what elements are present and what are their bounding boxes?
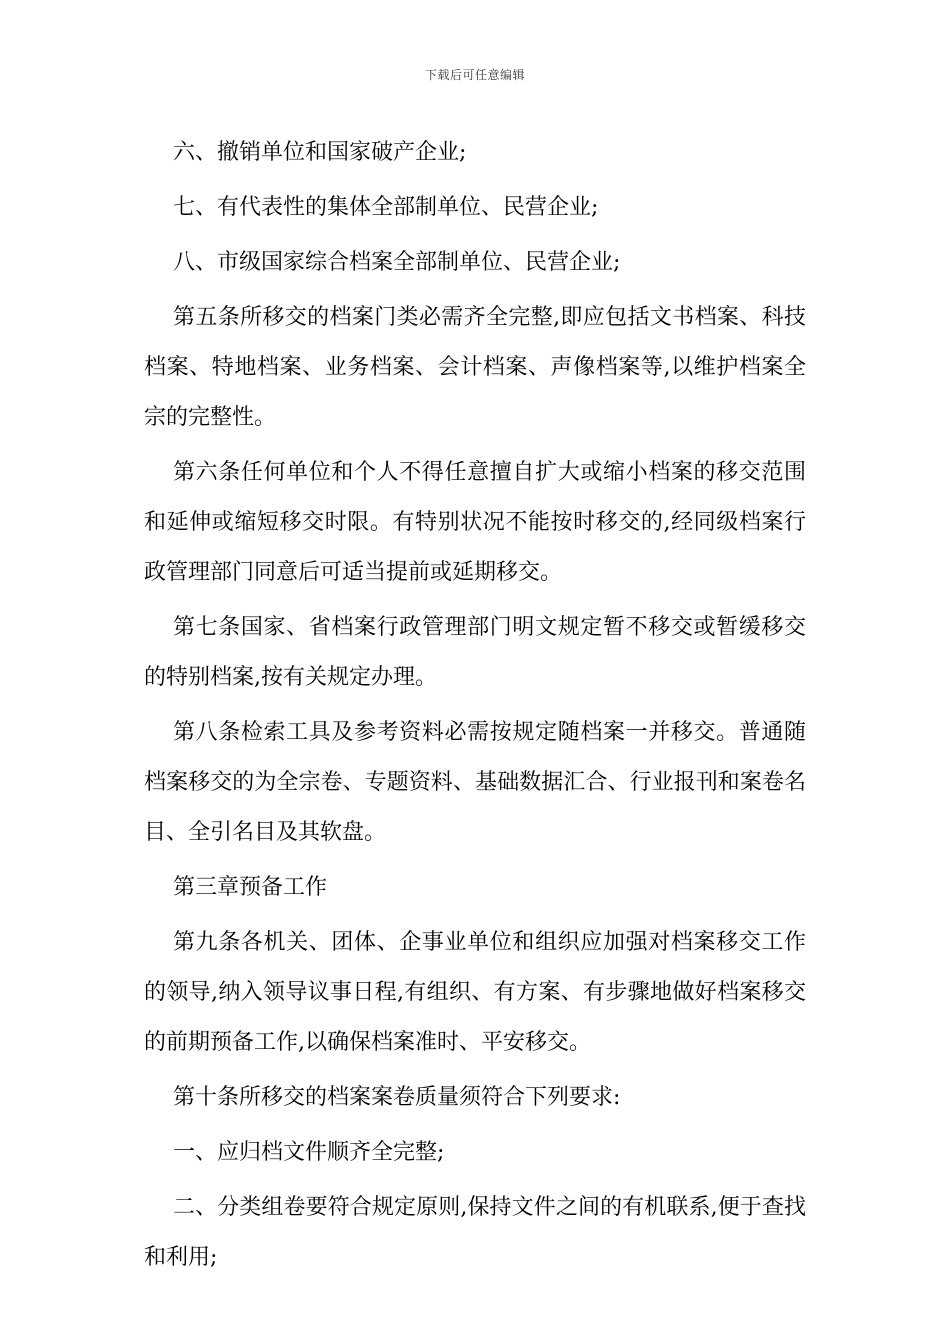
paragraph-item-6: 六、撤销单位和国家破产企业; — [173, 140, 467, 165]
paragraph-article-9: 第九条各机关、团体、企事业单位和组织应加强对档案移交工作的领导,纳入领导议事日程,有组织、有方案、有步骤地做好档案移交的前期预备工作,以确保档案准时、平安移交。 — [144, 930, 806, 1055]
page-header-note: 下载后可任意编辑 — [424, 68, 525, 82]
paragraph-article-5: 第五条所移交的档案门类必需齐全完整,即应包括文书档案、科技档案、特地档案、业务档案、会计档案、声像档案等,以维护档案全宗的完整性。 — [144, 305, 806, 430]
paragraph-item-1: 一、应归档文件顺齐全完整; — [173, 1140, 445, 1165]
paragraph-article-7: 第七条国家、省档案行政管理部门明文规定暂不移交或暂缓移交的特别档案,按有关规定办理。 — [144, 615, 806, 690]
paragraph-item-7: 七、有代表性的集体全部制单位、民营企业; — [173, 195, 599, 220]
paragraph-article-6: 第六条任何单位和个人不得任意擅自扩大或缩小档案的移交范围和延伸或缩短移交时限。有特别状况不能按时移交的,经同级档案行政管理部门同意后可适当提前或延期移交。 — [144, 460, 806, 585]
document-body — [144, 128, 806, 1288]
paragraph-item-2: 二、分类组卷要符合规定原则,保持文件之间的有机联系,便于查找和利用; — [144, 1195, 806, 1270]
chapter-heading: 第三章预备工作 — [173, 875, 328, 900]
paragraph-article-10: 第十条所移交的档案案卷质量须符合下列要求: — [173, 1085, 621, 1110]
paragraph-item-8: 八、市级国家综合档案全部制单位、民营企业; — [173, 250, 621, 275]
paragraph-article-8: 第八条检索工具及参考资料必需按规定随档案一并移交。普通随档案移交的为全宗卷、专题资料、基础数据汇合、行业报刊和案卷名目、全引名目及其软盘。 — [144, 720, 806, 845]
